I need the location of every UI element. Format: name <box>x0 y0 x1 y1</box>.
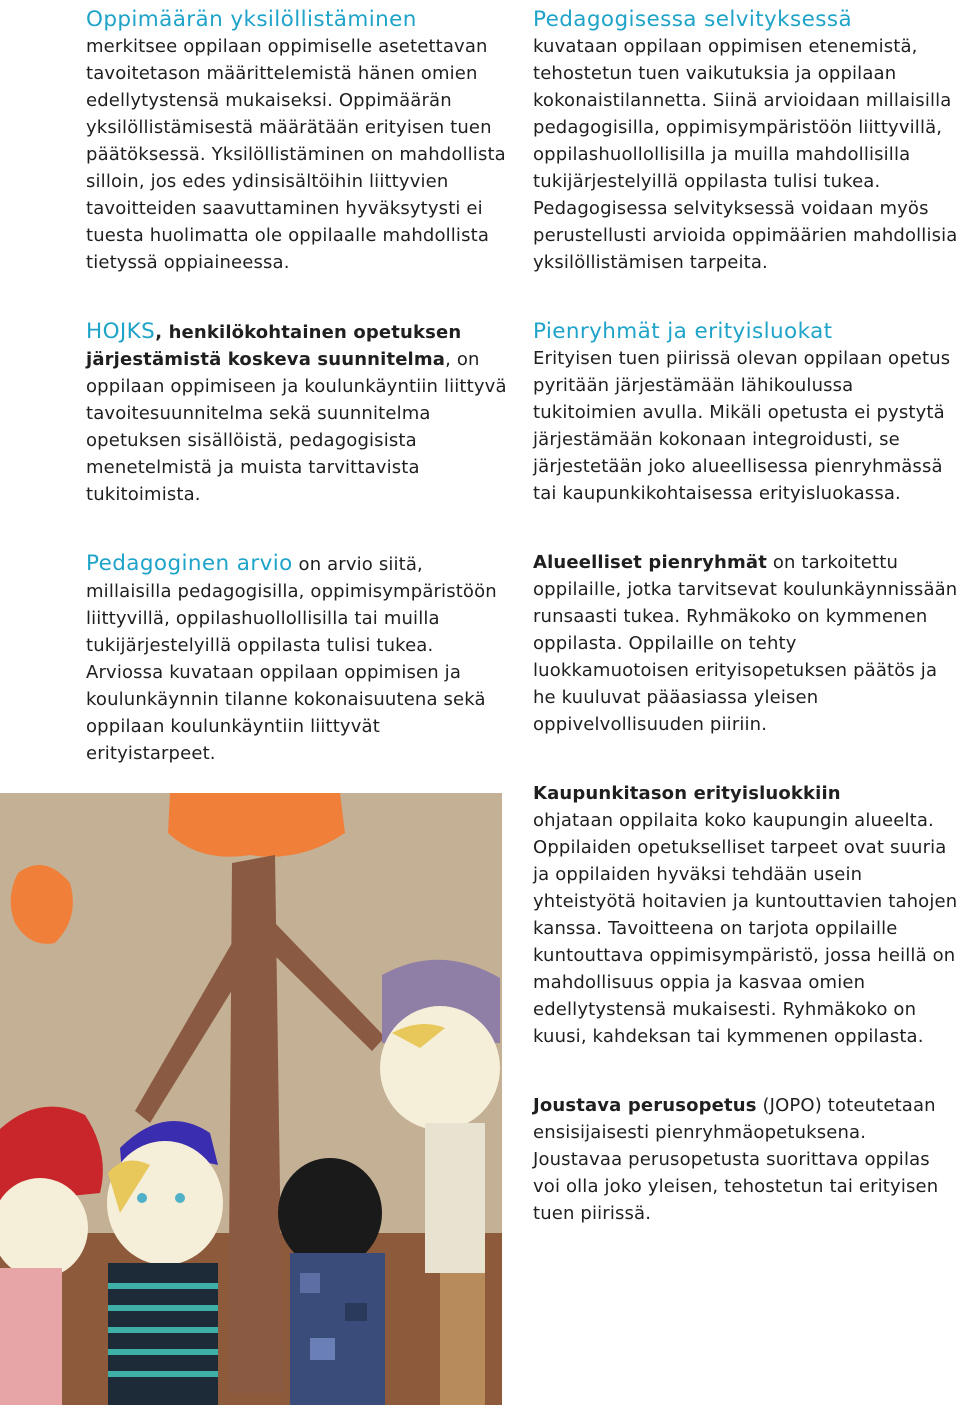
children-paper-craft-image <box>0 793 502 1405</box>
legs-right <box>440 1273 485 1405</box>
heading-yksilollistaminen: Oppimäärän yksilöllistäminen <box>86 7 417 32</box>
section-kaupunkitaso <box>533 780 958 1050</box>
text-pienryhmat: Erityisen tuen piirissä olevan oppilaan opetus pyritään järjestämään lähikoulussa tukitoimien avulla. Mikäli opetusta ei pystytä järjestämään kokonaan integroidusti, se järjestetään joko alueellisessa pienryhmässä tai kaupunkikohtaisessa erityisluokassa. <box>533 348 951 504</box>
lead-jopo: Joustava perusopetus <box>533 1095 757 1116</box>
heading-pedagoginen-selvitys: Pedagogisessa selvityksessä <box>533 7 853 32</box>
eye-right <box>175 1193 185 1203</box>
section-pienryhmat <box>533 318 958 507</box>
section-jopo <box>533 1092 958 1227</box>
lead-alueelliset: Alueelliset pienryhmät <box>533 552 767 573</box>
section-hojks <box>86 318 511 508</box>
text-pedagoginen-selvitys: kuvataan oppilaan oppimisen etenemistä, tehostetun tuen vaikutuksia ja oppilaan kokonaistilannetta. Siinä arvioidaan millaisilla pedagogisilla, oppimisympäristöön liittyvillä, oppilashuollollisilla ja muilla mahdollisilla tukijärjestelyillä oppilasta tulisi tukea. Pedagogisessa selvityksessä voidaan myös perustellusti arvioida oppimäärien mahdollisia yksilöllistämisen tarpeita. <box>533 36 958 273</box>
pink-coat <box>0 1268 62 1405</box>
text-alueelliset: on tarkoitettu oppilaille, jotka tarvitsevat koulunkäynnissään runsaasti tukea. Ryhmäkoko on kymmenen oppilasta. Oppilaille on tehty luokkamuotoisen erityisopetuksen päätös ja he kuuluvat pääasiassa yleisen oppivelvollisuuden piiriin. <box>533 552 958 735</box>
text-jopo: (JOPO) toteutetaan ensisijaisesti pienryhmäopetuksena. Joustavaa perusopetusta suorittava oppilas voi olla joko yleisen, tehostetun tai erityisen tuen piirissä. <box>533 1095 939 1224</box>
left-column <box>86 6 511 809</box>
lead-hojks: , henkilökohtainen opetuksen järjestämistä koskeva suunnitelma <box>86 322 462 370</box>
section-pedagoginen-arvio <box>86 550 511 767</box>
text-kaupunkitaso: ohjataan oppilaita koko kaupungin alueelta. Oppilaiden opetukselliset tarpeet ovat suuria ja oppilaiden hyväksi tehdään usein yhteistyötä hoitavien ja kuntouttavien tahojen kanssa. Tavoitteena on tarjota oppilaille kuntouttava oppimisympäristö, jossa heillä on mahdollisuus oppia ja kasvaa omien edellytystensä mukaisesti. Ryhmäkoko on kuusi, kahdeksan tai kymmenen oppilasta. <box>533 810 958 1047</box>
heading-pedagoginen-arvio: Pedagoginen arvio <box>86 551 293 576</box>
text-pedagoginen-arvio: on arvio siitä, millaisilla pedagogisilla, oppimisympäristöön liittyvillä, oppilashuollollisilla tai muilla tukijärjestelyillä oppilasta tulisi tukea. Arviossa kuvataan oppilaan oppimisen ja koulunkäynnin tilanne kokonaisuutena sekä oppilaan koulunkäyntiin liittyvät erityistarpeet. <box>86 554 497 764</box>
paper-figure <box>425 1123 485 1273</box>
section-pedagoginen-selvitys <box>533 6 958 276</box>
eye-left <box>137 1193 147 1203</box>
orange-foliage <box>168 793 345 857</box>
dark-hair <box>278 1158 382 1268</box>
right-column <box>533 6 958 1269</box>
heading-hojks: HOJKS <box>86 319 156 344</box>
text-yksilollistaminen: merkitsee oppilaan oppimiselle asetettavan tavoitetason määrittelemistä hänen omien edellytystensä mukaiseksi. Oppimäärän yksilöllistämisestä määrätään erityisen tuen päätöksessä. Yksilöllistäminen on mahdollista silloin, jos edes ydinsisältöihin liittyvien tavoitteiden saavuttaminen hyväksytysti ei tuesta huolimatta ole oppilaalle mahdollista tietyssä oppiaineessa. <box>86 36 506 273</box>
section-yksilollistaminen <box>86 6 511 276</box>
section-alueelliset <box>533 549 958 738</box>
face-right <box>380 1006 500 1130</box>
heading-pienryhmat: Pienryhmät ja erityisluokat <box>533 319 833 344</box>
lead-kaupunkitaso: Kaupunkitason erityisluokkiin <box>533 783 841 804</box>
text-hojks: , on oppilaan oppimiseen ja koulunkäyntiin liittyvä tavoitesuunnitelma sekä suunnitelma opetuksen sisällöistä, pedagogisista menetelmistä ja muista tarvittavista tukitoimista. <box>86 349 507 505</box>
